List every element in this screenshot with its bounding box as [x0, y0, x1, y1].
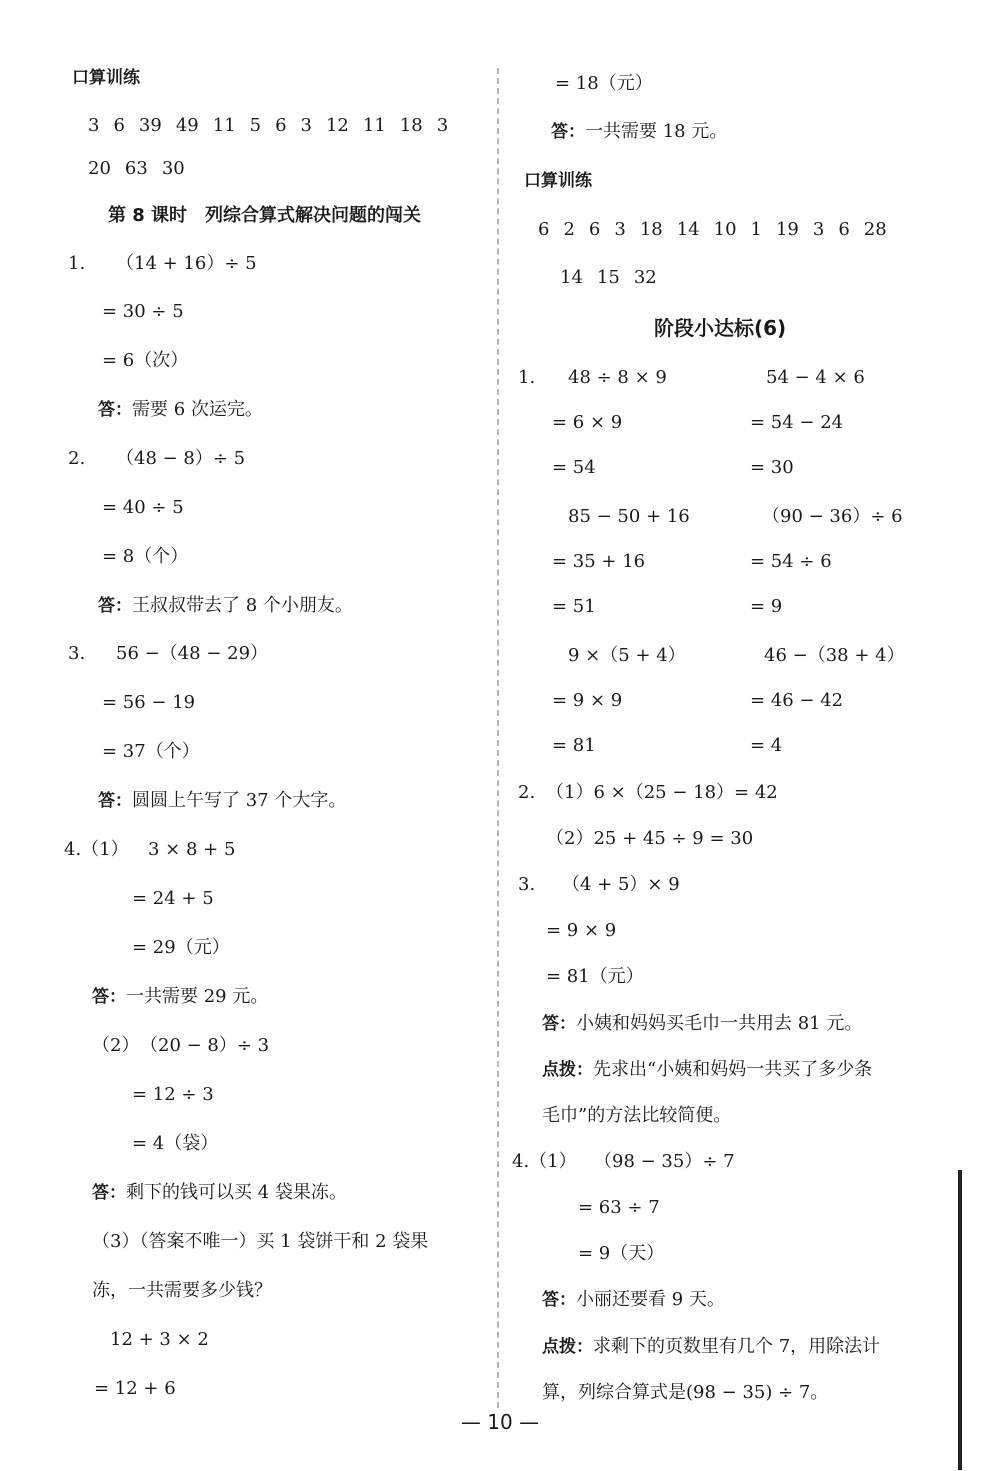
q4-step-2: = 29（元） — [132, 937, 230, 958]
oral-answer: 1 — [750, 219, 762, 240]
r-q1d-step-1: = 54 ÷ 6 — [750, 551, 832, 572]
q3-number: 3. — [68, 643, 86, 664]
oral-answer: 63 — [124, 158, 148, 179]
q4-expression-3: 12 + 3 × 2 — [110, 1329, 209, 1350]
q4-part-1-label: 4.（1） — [64, 839, 129, 860]
oral-answer: 5 — [249, 115, 262, 136]
column-divider — [497, 68, 499, 1408]
lesson-title: 第 8 课时 列综合算式解决问题的闯关 — [108, 205, 422, 226]
q1-step-2: = 6（次） — [102, 350, 189, 371]
page-edge-bar — [958, 1170, 962, 1470]
q3-step-1: = 56 − 19 — [102, 692, 196, 713]
r-q1a-step-2: = 54 — [552, 457, 596, 478]
r-q1e-expression: 9 ×（5 + 4） — [568, 645, 686, 666]
q2-step-2: = 8（个） — [102, 546, 189, 567]
q4-step-1: = 24 + 5 — [132, 888, 214, 909]
oral-answer: 3 — [88, 115, 100, 136]
q4-answer-2: 答：剩下的钱可以买 4 袋果冻。 — [92, 1182, 347, 1203]
r-q3-expression: （4 + 5）× 9 — [562, 874, 680, 895]
r-q4-number: 4.（1） — [512, 1151, 577, 1172]
oral-answer: 6 — [113, 115, 125, 136]
oral-answer: 18 — [639, 219, 663, 240]
r-q1b-step-2: = 30 — [750, 457, 794, 478]
oral-answer: 3 — [300, 115, 312, 136]
q3-answer: 答：圆圆上午写了 37 个大字。 — [98, 790, 347, 811]
oral-training-title: 口算训练 — [72, 68, 140, 88]
q4-step-5: = 12 + 6 — [94, 1378, 176, 1399]
q2-step-1: = 40 ÷ 5 — [102, 497, 184, 518]
oral-answer: 14 — [676, 219, 700, 240]
q2-number: 2. — [68, 448, 86, 469]
oral-answer: 3 — [614, 219, 626, 240]
r-q3-tip-line-2: 毛巾”的方法比较简便。 — [542, 1105, 732, 1126]
r-top-step: = 18（元） — [555, 73, 653, 94]
q2-expression: （48 − 8）÷ 5 — [116, 448, 246, 469]
r-q3-tip-line-1: 点拨：先求出“小姨和妈妈一共买了多少条 — [542, 1059, 873, 1080]
r-oral-row-1 — [538, 218, 901, 242]
q1-number: 1. — [68, 253, 86, 274]
oral-answer: 3 — [812, 219, 825, 240]
r-q2-number: 2. — [518, 782, 536, 803]
q1-expression: （14 + 16）÷ 5 — [116, 253, 257, 274]
r-q1e-step-2: = 81 — [552, 735, 596, 756]
q4-step-3: = 12 ÷ 3 — [132, 1084, 214, 1105]
q4-expression-2: （20 − 8）÷ 3 — [140, 1035, 270, 1056]
r-q4-tip-line-2: 算，列综合算式是(98 − 35) ÷ 7。 — [542, 1382, 829, 1403]
oral-answer: 32 — [633, 267, 657, 288]
oral-row-1 — [88, 114, 462, 138]
q1-step-1: = 30 ÷ 5 — [102, 301, 184, 322]
oral-answer: 6 — [588, 219, 601, 240]
r-q3-step-2: = 81（元） — [546, 966, 644, 987]
r-q3-answer: 答：小姨和妈妈买毛巾一共用去 81 元。 — [542, 1013, 863, 1034]
r-q2a: （1）6 ×（25 − 18）= 42 — [546, 782, 778, 803]
r-q1b-step-1: = 54 − 24 — [750, 412, 844, 433]
r-q4-tip-line-1: 点拨：求剩下的页数里有几个 7，用除法计 — [542, 1336, 881, 1357]
oral-answer: 3 — [436, 115, 449, 136]
oral-answer: 30 — [161, 158, 185, 179]
oral-answer: 39 — [138, 115, 162, 136]
q4-part-3-line-2: 冻，一共需要多少钱？ — [92, 1280, 272, 1301]
oral-answer: 6 — [838, 219, 850, 240]
r-q1c-step-2: = 51 — [552, 596, 596, 617]
r-top-answer: 答：一共需要 18 元。 — [551, 121, 728, 142]
oral-answer: 15 — [596, 267, 620, 288]
q1-answer: 答：需要 6 次运完。 — [98, 399, 263, 420]
r-q3-step-1: = 9 × 9 — [546, 920, 617, 941]
q4-part-2-label: （2） — [92, 1035, 140, 1056]
oral-answer: 6 — [538, 219, 550, 240]
q3-expression: 56 −（48 − 29） — [116, 643, 269, 664]
r-q4-step-1: = 63 ÷ 7 — [578, 1197, 660, 1218]
oral-answer: 14 — [560, 267, 583, 288]
r-q4-answer: 答：小丽还要看 9 天。 — [542, 1289, 725, 1310]
r-q4-step-2: = 9（天） — [578, 1243, 665, 1264]
r-oral-training-title: 口算训练 — [524, 171, 592, 191]
oral-answer: 19 — [775, 219, 799, 240]
oral-answer: 12 — [325, 115, 349, 136]
q4-step-4: = 4（袋） — [132, 1133, 219, 1154]
r-q1f-expression: 46 −（38 + 4） — [764, 645, 905, 666]
oral-answer: 18 — [399, 115, 423, 136]
q4-part-3-line-1: （3）（答案不唯一）买 1 袋饼干和 2 袋果 — [92, 1231, 429, 1252]
oral-row-2 — [88, 157, 199, 181]
r-q1d-step-2: = 9 — [750, 596, 783, 617]
r-q1a-expression: 48 ÷ 8 × 9 — [568, 367, 667, 388]
r-q4-expression: （98 − 35）÷ 7 — [594, 1151, 735, 1172]
stage-title: 阶段小达标(6) — [654, 316, 787, 340]
r-q2b: （2）25 + 45 ÷ 9 = 30 — [546, 828, 754, 849]
oral-answer: 10 — [713, 219, 737, 240]
r-q3-number: 3. — [518, 874, 536, 895]
oral-answer: 49 — [175, 115, 199, 136]
q4-answer-1: 答：一共需要 29 元。 — [92, 986, 269, 1007]
r-q1e-step-1: = 9 × 9 — [552, 690, 623, 711]
oral-answer: 6 — [275, 115, 287, 136]
page-number: — 10 — — [460, 1410, 540, 1434]
oral-answer: 2 — [563, 219, 575, 240]
oral-answer: 20 — [88, 158, 111, 179]
r-q1a-step-1: = 6 × 9 — [552, 412, 623, 433]
r-oral-row-2 — [560, 266, 671, 290]
r-q1d-expression: （90 − 36）÷ 6 — [762, 506, 903, 527]
r-q1f-step-2: = 4 — [750, 735, 783, 756]
r-q1b-expression: 54 − 4 × 6 — [766, 367, 865, 388]
q2-answer: 答：王叔叔带去了 8 个小朋友。 — [98, 595, 353, 616]
q4-expression-1: 3 × 8 + 5 — [148, 839, 236, 860]
r-q1c-expression: 85 − 50 + 16 — [568, 506, 690, 527]
oral-answer: 28 — [863, 219, 887, 240]
q3-step-2: = 37（个） — [102, 741, 200, 762]
r-q1c-step-1: = 35 + 16 — [552, 551, 646, 572]
r-q1-number: 1. — [518, 367, 536, 388]
r-q1f-step-1: = 46 − 42 — [750, 690, 844, 711]
oral-answer: 11 — [362, 115, 386, 136]
oral-answer: 11 — [212, 115, 236, 136]
